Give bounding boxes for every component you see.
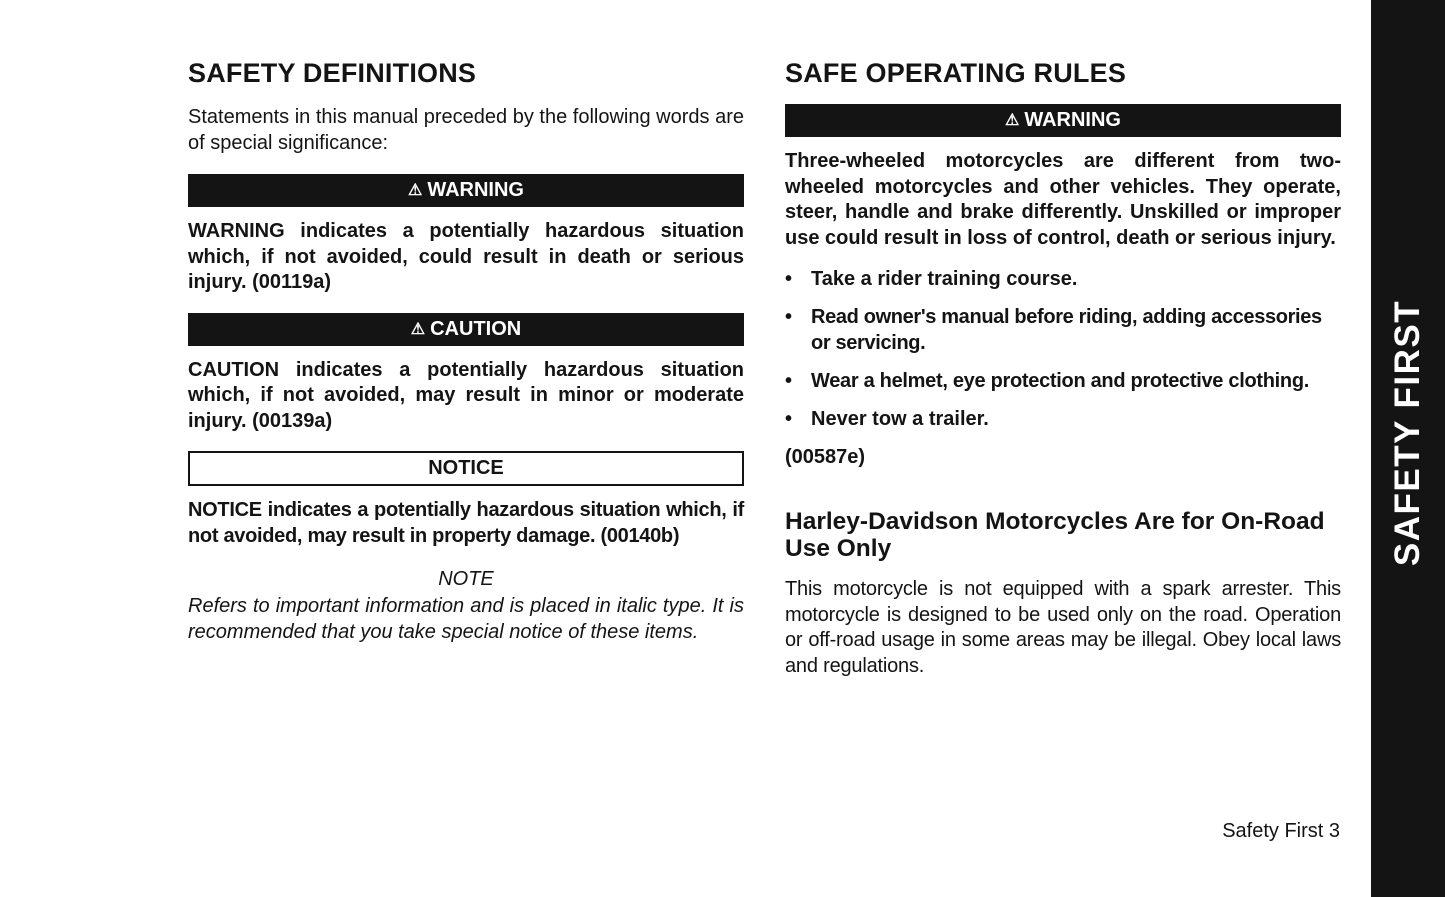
on-road-subheading: Harley-Davidson Motorcycles Are for On-Road Use Only [785, 508, 1325, 562]
bullet-icon: • [785, 407, 793, 430]
warning-definition [188, 219, 744, 296]
list-item: • Wear a helmet, eye protection and protective clothing. [785, 369, 1341, 395]
notice-definition: NOTICE indicates a potentially hazardous situation which, if not avoided, may result in property damage. (00140b) [188, 499, 744, 547]
safety-definitions-column [188, 56, 744, 645]
operating-warning-banner [785, 104, 1341, 137]
safe-operating-rules-column [785, 56, 1341, 679]
warning-triangle-icon: ⚠ [407, 182, 423, 199]
safety-definitions-title: SAFETY DEFINITIONS [188, 58, 477, 88]
bullet-icon: • [785, 268, 793, 290]
list-item: • Read owner's manual before riding, adding accessories or servicing. [785, 306, 1322, 354]
list-item: • Take a rider training course. [785, 267, 1341, 293]
notice-banner: NOTICE [188, 451, 744, 486]
caution-definition-text: indicates a potentially hazardous situation which, if not avoided, may result in minor or moderate injury. (00139a) [188, 358, 744, 432]
operating-rules-list [785, 267, 1341, 432]
side-tab [1371, 0, 1445, 897]
bullet-icon: • [785, 306, 793, 328]
intro-paragraph: Statements in this manual preceded by the following words are of special significance: [188, 106, 744, 154]
note-heading: NOTE [438, 568, 494, 590]
warning-lead: WARNING [188, 220, 285, 242]
caution-banner-label: CAUTION [430, 317, 522, 340]
caution-triangle-icon: ⚠ [410, 320, 426, 338]
on-road-paragraph: This motorcycle is not equipped with a spark arrester. This motorcycle is designed to be used only on the road. Operation or off-road usage in some areas may be illegal. Obey local laws and regulations. [785, 578, 1341, 677]
side-tab-label: SAFETY FIRST [1388, 299, 1427, 567]
safe-operating-rules-title: SAFE OPERATING RULES [785, 58, 1127, 88]
rules-code: (00587e) [785, 445, 866, 468]
warning-definition-text: indicates a potentially hazardous situation which, if not avoided, could result in death or serious injury. (00119a) [188, 220, 744, 293]
operating-warning-label: WARNING [1024, 109, 1121, 131]
page-footer: Safety First 3 [1222, 820, 1340, 842]
list-item: • Never tow a trailer. [785, 407, 1341, 433]
warning-banner [188, 174, 744, 207]
operating-warning-text: Three-wheeled motorcycles are different from two-wheeled motorcycles and other vehicles. They operate, steer, handle and brake differently. Unskilled or improper use could result in loss of control, death or serious injury. [785, 150, 1341, 249]
caution-banner [188, 313, 744, 346]
warning-banner-label: WARNING [427, 179, 524, 201]
note-definition: Refers to important information and is placed in italic type. It is recommended that you take special notice of these items. [188, 595, 744, 643]
warning-triangle-icon: ⚠ [1004, 112, 1020, 129]
caution-definition [188, 358, 744, 435]
bullet-icon: • [785, 369, 793, 392]
caution-lead: CAUTION [188, 358, 280, 381]
